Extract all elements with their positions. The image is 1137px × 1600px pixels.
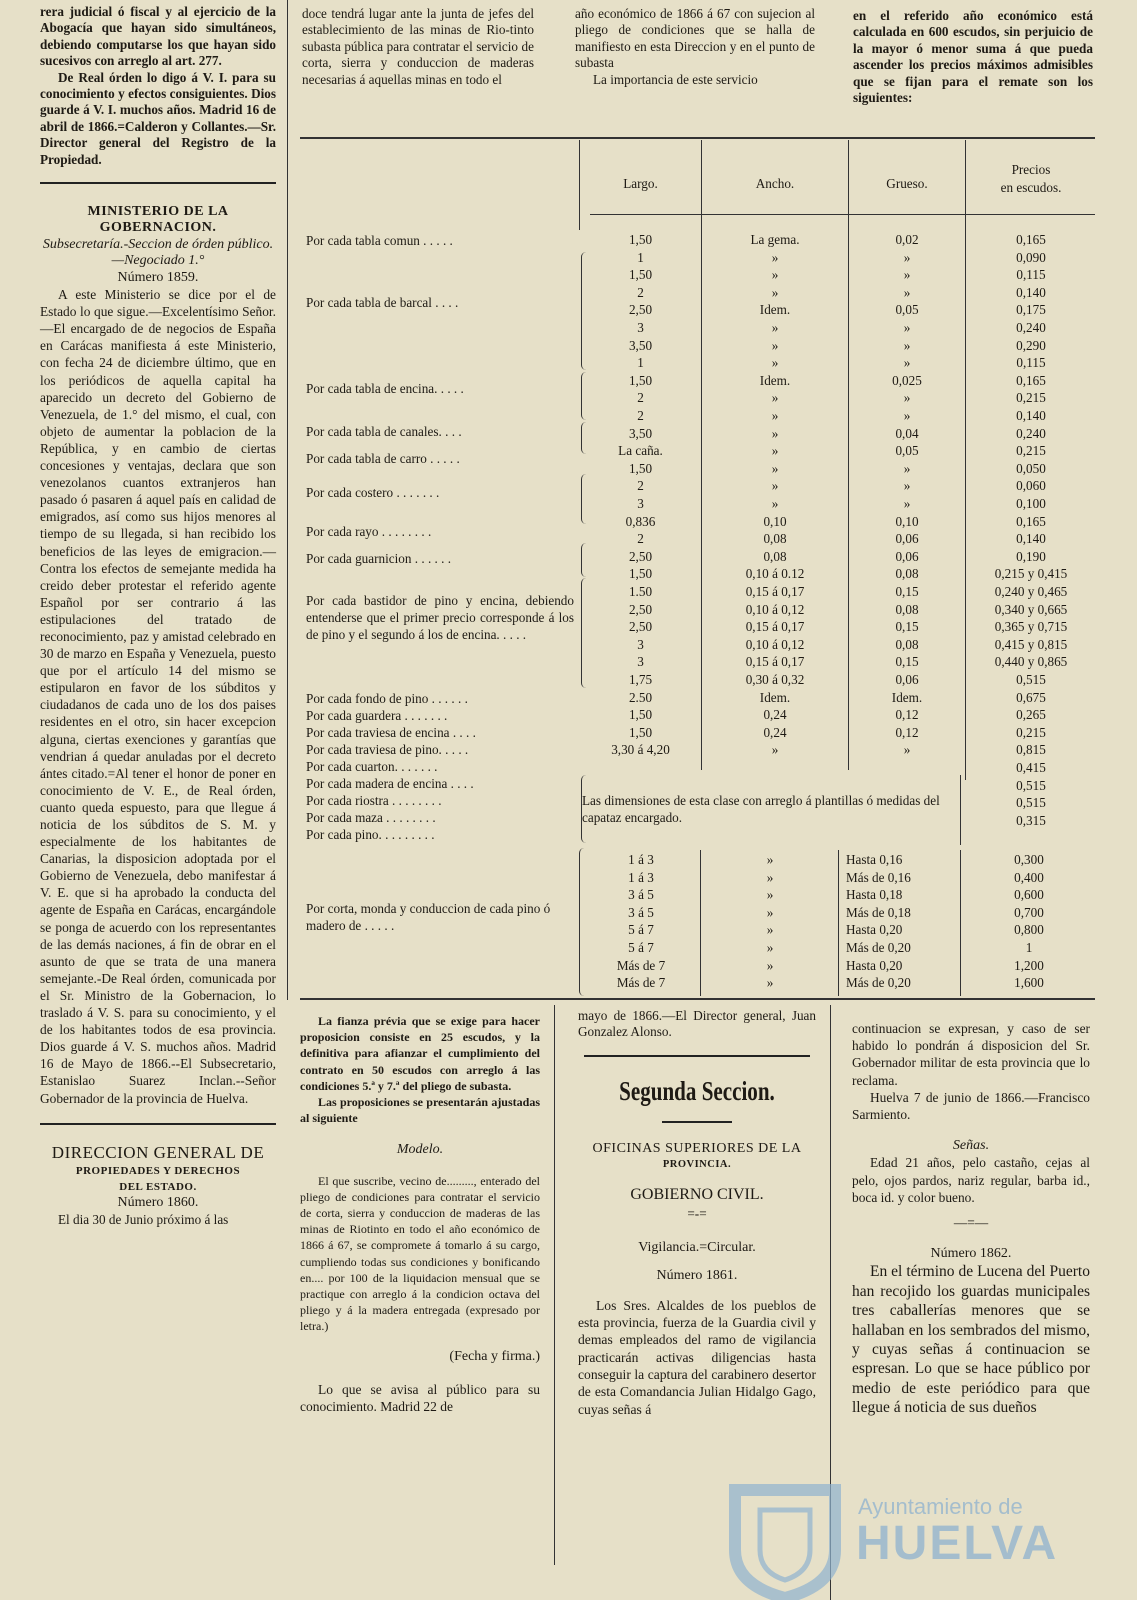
subheading: PROVINCIA. bbox=[662, 1159, 732, 1171]
table-cell: 2,50 bbox=[628, 548, 653, 564]
row-label: Por cada riostra . . . . . . . . bbox=[306, 793, 442, 808]
table-cell: 5 á 7 bbox=[628, 940, 654, 955]
paragraph: En el término de Lucena del Puerto han recojido los guardas municipales tres caballerías menores que se hallaban en los sembrados del mismo, y cuyas señas á continuacion se espresan. Lo que se hace público por medio de este periódico para que llegue á noticia de sus dueños bbox=[852, 1263, 1090, 1417]
table-cell: 1 bbox=[637, 355, 644, 371]
table-cell: 3,50 bbox=[628, 425, 653, 441]
table-cell: 0,30 á 0,32 bbox=[745, 672, 805, 687]
table-cell: 0,240 y 0,465 bbox=[994, 584, 1068, 599]
table-cell: 0,05 bbox=[895, 302, 919, 318]
paragraph: año económico de 1866 á 67 con sujecion al pliego de condiciones que se halla de manifiesto en esta Direccion y en el punto de subasta bbox=[575, 6, 815, 71]
table-cell: » bbox=[771, 408, 779, 423]
senas-heading: Señas. bbox=[952, 1138, 990, 1154]
table-cell: » bbox=[771, 337, 779, 353]
header-grueso: Grueso. bbox=[886, 176, 928, 191]
subheading: Subsecretaría.-Seccion de órden público.—Negociado 1.° bbox=[42, 236, 274, 269]
table-cell: Idem. bbox=[759, 372, 791, 388]
paragraph: Huelva 7 de junio de 1866.—Francisco Sarmiento. bbox=[852, 1089, 1090, 1123]
table-cell: Más de 0,18 bbox=[846, 904, 911, 920]
table-cell: » bbox=[903, 355, 911, 371]
section-title: Segunda Seccion. bbox=[619, 1075, 775, 1106]
table-cell: » bbox=[903, 478, 911, 494]
number-heading: Número 1862. bbox=[930, 1246, 1012, 1262]
table-cell: 2,50 bbox=[628, 302, 653, 318]
table-cell: 3 á 5 bbox=[628, 887, 654, 903]
row-label: Por cada madera de encina . . . . bbox=[306, 776, 474, 791]
row-label: Por cada rayo . . . . . . . . bbox=[306, 524, 432, 539]
table-cell: 0,215 y 0,415 bbox=[994, 566, 1068, 582]
table-cell: 0,15 bbox=[895, 619, 919, 635]
table-cell: 0,10 á 0,12 bbox=[745, 636, 805, 652]
table-cell: » bbox=[771, 742, 779, 758]
paragraph: La fianza prévia que se exige para hacer proposicion consiste en 25 escudos, y la definitiva para afianzar el cumplimiento del contrato en 50 escudos con arreglo á las condiciones 5.ª y 7.ª del pliego de subasta. bbox=[300, 1014, 540, 1093]
section-heading: GOBIERNO CIVIL. bbox=[630, 1185, 764, 1203]
table-cell: 0,240 bbox=[1016, 425, 1046, 441]
table-cell: » bbox=[766, 922, 774, 938]
table-cell: » bbox=[771, 284, 779, 300]
table-cell: 0,100 bbox=[1016, 496, 1046, 511]
table-cell: 0,15 á 0,17 bbox=[745, 584, 805, 599]
paragraph: continuacion se expresan, y caso de ser habido lo pondrán á disposicion del Sr. Gobernador militar de esta provincia que lo reclama. bbox=[852, 1021, 1090, 1088]
table-cell: » bbox=[903, 320, 911, 335]
table-cell: » bbox=[903, 284, 911, 300]
table-cell: » bbox=[771, 320, 779, 335]
row-label: Por cada maza . . . . . . . . bbox=[306, 810, 436, 825]
column-3-top bbox=[575, 6, 815, 88]
table-cell: 0,340 y 0,665 bbox=[994, 601, 1068, 617]
table-cell: 5 á 7 bbox=[628, 922, 654, 938]
table-cell: 0,415 bbox=[1016, 760, 1046, 775]
table-cell: Idem. bbox=[759, 689, 791, 705]
table-cell: 0,365 y 0,715 bbox=[994, 619, 1068, 635]
table-cell: Hasta 0,18 bbox=[846, 887, 903, 903]
table-cell: 0,700 bbox=[1014, 904, 1044, 920]
table-cell: 0,24 bbox=[763, 724, 787, 740]
divider bbox=[584, 1055, 810, 1057]
table-cell: 3 á 5 bbox=[628, 904, 654, 920]
table-cell: 1 á 3 bbox=[628, 869, 654, 885]
table-cell: 0,08 bbox=[763, 548, 787, 564]
table-cell: 0,12 bbox=[895, 724, 919, 740]
table-cell: 0,515 bbox=[1016, 777, 1046, 793]
row-label: Por cada cuarton. . . . . . . bbox=[306, 759, 438, 774]
table-cell: 0,12 bbox=[895, 707, 919, 723]
table-cell: 0,290 bbox=[1016, 337, 1046, 353]
row-label: Por corta, monda y conduccion de cada pino ó madero de . . . . . bbox=[306, 901, 551, 933]
table-cell: 0,060 bbox=[1016, 478, 1046, 494]
table-cell: 0,06 bbox=[895, 672, 919, 687]
row-label: Por cada guardera . . . . . . . bbox=[306, 708, 448, 723]
table-cell: 1,200 bbox=[1014, 957, 1044, 973]
paragraph: El dia 30 de Junio próximo á las bbox=[58, 1211, 229, 1227]
table-cell: 2,50 bbox=[628, 619, 653, 635]
table-cell: 0,165 bbox=[1016, 372, 1046, 388]
table-cell: 0,05 bbox=[895, 443, 919, 459]
paragraph: mayo de 1866.—El Director general, Juan Gonzalez Alonso. bbox=[578, 1008, 816, 1040]
row-label: Por cada guarnicion . . . . . . bbox=[306, 551, 452, 566]
table-cell: 0,140 bbox=[1016, 408, 1046, 423]
table-cell: 0,15 bbox=[895, 584, 919, 599]
table-cell: 2 bbox=[637, 408, 644, 423]
table-bottom-rule bbox=[300, 998, 1095, 1000]
number-heading: Número 1859. bbox=[117, 269, 199, 285]
table-cell: » bbox=[903, 460, 911, 476]
separator: —=— bbox=[953, 1215, 989, 1231]
table-cell: 1,75 bbox=[628, 672, 653, 687]
paragraph: Lo que se avisa al público para su conocimiento. Madrid 22 de bbox=[300, 1381, 540, 1414]
number-heading: Número 1860. bbox=[117, 1195, 199, 1211]
table-cell: 0,025 bbox=[892, 372, 922, 388]
table-cell: 0,165 bbox=[1016, 232, 1046, 247]
table-cell: » bbox=[771, 249, 779, 265]
paragraph: El que suscribe, vecino de........., enterado del pliego de condiciones para contratar el servicio de corta, sierra y conduccion de maderas de las minas de Riotinto en todo el año económico de 1866 á 67, se compromete á tomarlo á su cargo, cumpliendo todas sus condiciones y bonificando en.... por 100 de la liquidacion mensual que se practique con arreglo á la condicion octava del pliego y á la madera entregada (expresado por letra.) bbox=[300, 1173, 540, 1334]
table-cell: 0,440 y 0,865 bbox=[994, 654, 1068, 670]
table-cell: 1.50 bbox=[628, 584, 653, 599]
table-cell: Más de 7 bbox=[616, 975, 666, 991]
paragraph: La importancia de este servicio bbox=[593, 71, 758, 87]
section-heading: OFICINAS SUPERIORES DE LA bbox=[592, 1140, 802, 1156]
table-cell: 1,50 bbox=[628, 566, 653, 582]
table-cell: 3 bbox=[637, 496, 644, 511]
column-divider bbox=[287, 0, 288, 1000]
table-cell: » bbox=[766, 852, 774, 867]
table-cell: 1 bbox=[637, 249, 644, 265]
table-cell: 0,06 bbox=[895, 531, 919, 547]
subheading: PROPIEDADES Y DERECHOS bbox=[75, 1164, 241, 1177]
watermark-line1: Ayuntamiento de bbox=[858, 1494, 1023, 1519]
table-cell: La gema. bbox=[750, 232, 800, 247]
table-cell: » bbox=[771, 443, 779, 459]
divider bbox=[40, 182, 276, 184]
table-cell: 1,50 bbox=[628, 372, 653, 388]
table-cell: 0,240 bbox=[1016, 320, 1046, 335]
table-cell: Idem. bbox=[891, 689, 923, 705]
row-label: Por cada pino. . . . . . . . . bbox=[306, 827, 435, 842]
table-cell: 1,50 bbox=[628, 460, 653, 476]
separator: =-= bbox=[687, 1205, 707, 1221]
huelva-coat-of-arms-logo bbox=[725, 1480, 845, 1600]
table-cell: » bbox=[903, 337, 911, 353]
table-cell: Más de 0,16 bbox=[846, 869, 911, 885]
table-cell: Hasta 0,20 bbox=[846, 922, 903, 938]
table-cell: 0,175 bbox=[1016, 302, 1046, 318]
table-cell: » bbox=[766, 887, 774, 903]
table-cell: 3 bbox=[637, 654, 644, 670]
table-cell: 0,515 bbox=[1016, 672, 1046, 687]
table-cell: 0,050 bbox=[1016, 460, 1046, 476]
table-cell: 0,315 bbox=[1016, 812, 1046, 828]
table-cell: » bbox=[903, 267, 911, 283]
row-label: Por cada bastidor de pino y encina, debiendo entenderse que el primer precio corresponde á los de pino y el segundo á los de encina. . . . . bbox=[306, 593, 574, 642]
table-top-rule bbox=[300, 137, 1095, 139]
table-cell: » bbox=[903, 742, 911, 758]
subheading: Vigilancia.=Circular. bbox=[638, 1240, 756, 1256]
table-cell: Más de 0,20 bbox=[846, 940, 911, 955]
table-cell: 0,10 á 0,12 bbox=[745, 601, 805, 617]
table-cell: 0,415 y 0,815 bbox=[994, 636, 1068, 652]
table-cell: 0,08 bbox=[895, 601, 919, 617]
paragraph: A este Ministerio se dice por el de Estado lo que sigue.—Excelentísimo Señor.—El encargado de de negocios de España en Carácas manifiesta á este Ministerio, con fecha 24 de diciembre último, que en los periódicos de aquella capital ha aparecido un decreto del Gobierno de Venezuela, de 1.° del mismo, el cual, con objeto de aumentar la poblacion de la República, y en cambio de ciertas concesiones y ventajas, declara que son venezolanos cuantos extranjeros han pasado ó pasaren á aquel país en calidad de emigrados, así como sus hijos menores al tiempo de su llegada, si han recibido los beneficios de las leyes de emigracion.—Contra los efectos de semejante medida ha creido deber protestar el referido agente Español por ser contrario á las estipulaciones del tratado de reconocimiento, paz y amistad celebrado en 30 de marzo en España y Venezuela, puesto que por el artículo 14 del mismo se estipularon en favor de los súbditos y ciudadanos de cada uno de los dos paises residentes en el otro, sin hacer excepcion alguna, ciertas exenciones y garantías que vendrian á quedar anuladas por el decreto ántes citado.=Al tener el honor de poner en conocimiento de V. E., de Real órden, cuanto queda espuesto, para que llegue á noticia de los súbditos de S. M. y especialmente de los habitantes de Canarias, la disposicion adoptada por el Gobierno de Venezuela, debo manifestar á V. E. que si ha aprobado la conducta del agente de España en Carácas, encargándole se ponga de acuerdo con los representantes de las demás naciones, á fin de obrar en el asunto de que se trata de una manera semejante.-De Real órden, comunicada por el Sr. Ministro de la Gobernacion, lo traslado á V. S. para su conocimiento, y el de los habitantes todos de esa provincia. Dios guarde á V. S. muchos años. Madrid 16 de Mayo de 1866.--El Subsecretario, Estanislao Suarez Inclan.--Señor Gobernador de la provincia de Huelva. bbox=[40, 287, 276, 1106]
section-heading: DIRECCION GENERAL DE bbox=[51, 1142, 265, 1162]
table-cell: 0,090 bbox=[1016, 249, 1046, 265]
table-cell: 2 bbox=[637, 390, 644, 406]
table-cell: 0,15 bbox=[895, 654, 919, 670]
table-cell: 0,800 bbox=[1014, 922, 1044, 938]
header-rule bbox=[590, 214, 1095, 215]
column-3-bottom bbox=[578, 1008, 816, 1418]
column-2-bottom bbox=[300, 1013, 540, 1415]
table-cell: 0,215 bbox=[1016, 443, 1046, 459]
table-cell: » bbox=[771, 390, 779, 406]
table-cell: 0,10 bbox=[895, 513, 919, 529]
row-label: Por cada fondo de pino . . . . . . bbox=[306, 691, 468, 706]
ornament-rule bbox=[662, 1121, 732, 1123]
row-label: Por cada tabla comun . . . . . bbox=[306, 233, 453, 248]
table-cell: 1,50 bbox=[628, 707, 653, 723]
column-2-top bbox=[302, 6, 534, 88]
modelo-heading: Modelo. bbox=[396, 1142, 444, 1158]
fecha-firma: (Fecha y firma.) bbox=[449, 1348, 540, 1364]
table-cell: 0,300 bbox=[1014, 852, 1044, 867]
row-label: Por cada traviesa de pino. . . . . bbox=[306, 742, 469, 757]
table-cell: Hasta 0,16 bbox=[846, 852, 903, 867]
table-cell: 2 bbox=[637, 531, 644, 547]
table-cell: 1,50 bbox=[628, 232, 653, 247]
header-largo: Largo. bbox=[623, 176, 658, 191]
table-cell: Hasta 0,20 bbox=[846, 957, 903, 973]
table-cell: 0,400 bbox=[1014, 869, 1044, 885]
table-cell: La caña. bbox=[618, 443, 663, 459]
table-cell: 0,15 á 0,17 bbox=[745, 654, 805, 670]
header-escudos: en escudos. bbox=[1000, 180, 1062, 195]
table-cell: 1,50 bbox=[628, 267, 653, 283]
table-cell: » bbox=[903, 496, 911, 511]
paragraph: doce tendrá lugar ante la junta de jefes del establecimiento de las minas de Rio-tinto subasta pública para contratar el servicio de corta, sierra y conduccion de maderas necesarias á aquellas minas en todo el bbox=[302, 6, 534, 87]
table-grid-line bbox=[700, 850, 701, 996]
paragraph: en el referido año económico está calculada en 600 escudos, sin perjuicio de la mayor ó menor suma á que pueda ascender los precios máximos admisibles que se fijan para el remate son los siguientes: bbox=[853, 8, 1093, 106]
table-cell: 2 bbox=[637, 478, 644, 494]
table-cell: » bbox=[771, 425, 779, 441]
number-heading: Número 1861. bbox=[656, 1268, 738, 1284]
table-cell: 0,265 bbox=[1016, 707, 1046, 723]
table-cell: 0,190 bbox=[1016, 548, 1046, 564]
table-cell: 1 bbox=[1025, 940, 1033, 955]
paragraph: De Real órden lo digo á V. I. para su conocimiento y efectos consiguientes. Dios guarde á V. I. muchos años. Madrid 16 de abril de 1866.=Calderon y Collantes.—Sr. Director general del Registro de la Propiedad. bbox=[40, 69, 276, 167]
table-cell: 0,24 bbox=[763, 707, 787, 723]
column-1 bbox=[40, 4, 276, 1228]
table-cell: » bbox=[771, 355, 779, 371]
table-cell: 0,10 bbox=[763, 513, 787, 529]
column-divider bbox=[554, 1005, 555, 1565]
table-cell: 0,08 bbox=[763, 531, 787, 547]
table-cell: 0,10 á 0.12 bbox=[745, 566, 805, 582]
table-cell: 0,140 bbox=[1016, 284, 1046, 300]
table-cell: 0,15 á 0,17 bbox=[745, 619, 805, 635]
paragraph: Edad 21 años, pelo castaño, cejas al pelo, ojos pardos, nariz regular, barba id., boca id. y color bueno. bbox=[852, 1155, 1090, 1205]
table-cell: Idem. bbox=[759, 302, 791, 318]
paragraph: Los Sres. Alcaldes de los pueblos de esta provincia, fuerza de la Guardia civil y demas empleados del ramo de vigilancia practicarán activas diligencias hasta conseguir la captura del carabinero desertor de esta Comandancia Julian Hidalgo Gago, cuyas señas á bbox=[578, 1297, 816, 1417]
table-cell: » bbox=[766, 904, 774, 920]
column-4-top bbox=[853, 8, 1093, 106]
table-cell: 0,04 bbox=[895, 425, 919, 441]
table-cell: 1 á 3 bbox=[628, 852, 654, 867]
table-cell: » bbox=[766, 957, 774, 973]
table-cell: » bbox=[771, 478, 779, 494]
column-4-bottom bbox=[852, 1020, 1090, 1418]
table-cell: » bbox=[903, 408, 911, 423]
divider bbox=[40, 1123, 276, 1125]
row-label: Por cada tabla de canales. . . . bbox=[306, 424, 462, 439]
table-cell: 2 bbox=[637, 284, 644, 300]
table-cell: 0,215 bbox=[1016, 724, 1046, 740]
table-cell: 0,06 bbox=[895, 548, 919, 564]
paragraph: rera judicial ó fiscal y al ejercicio de la Abogacía que hayan sido simultáneos, debiendo computarse los que hayan sido sucesivos con arreglo al art. 277. bbox=[40, 4, 276, 69]
table-cell: 0,165 bbox=[1016, 513, 1046, 529]
paragraph: Las proposiciones se presentarán ajustadas al siguiente bbox=[300, 1095, 540, 1126]
table-cell: 2.50 bbox=[628, 689, 653, 705]
table-cell: 0,600 bbox=[1014, 887, 1044, 903]
table-cell: » bbox=[766, 940, 774, 955]
row-label: Por cada tabla de carro . . . . . bbox=[306, 451, 460, 466]
watermark-line2: HUELVA bbox=[856, 1517, 1059, 1570]
table-cell: 0,515 bbox=[1016, 795, 1046, 811]
table-cell: 3,30 á 4,20 bbox=[611, 742, 670, 758]
table-cell: » bbox=[903, 249, 911, 265]
table-cell: 0,815 bbox=[1016, 742, 1046, 758]
table-cell: » bbox=[766, 975, 774, 991]
row-label: Por cada tabla de barcal . . . . bbox=[306, 295, 459, 310]
header-precios: Precios bbox=[1011, 162, 1051, 177]
table-cell: 0,675 bbox=[1016, 689, 1046, 705]
table-cell: 1,50 bbox=[628, 724, 653, 740]
table-cell: » bbox=[771, 496, 779, 511]
table-cell: 3 bbox=[637, 636, 644, 652]
table-grid-line bbox=[838, 850, 839, 996]
table-cell: » bbox=[903, 390, 911, 406]
table-cell: 3 bbox=[637, 320, 644, 335]
table-cell: 0,115 bbox=[1016, 267, 1046, 283]
header-ancho: Ancho. bbox=[755, 176, 795, 191]
table-cell: » bbox=[771, 267, 779, 283]
table-cell: 0,115 bbox=[1016, 355, 1046, 371]
row-label: Por cada traviesa de encina . . . . bbox=[306, 725, 476, 740]
table-cell: 0,08 bbox=[895, 636, 919, 652]
table-cell: 3,50 bbox=[628, 337, 653, 353]
table-cell: 1,600 bbox=[1014, 975, 1044, 991]
table-cell: 0,140 bbox=[1016, 531, 1046, 547]
row-label: Por cada tabla de encina. . . . . bbox=[306, 381, 464, 396]
table-cell: 0,215 bbox=[1016, 390, 1046, 406]
table-cell: 0,02 bbox=[895, 232, 919, 247]
table-cell: » bbox=[771, 460, 779, 476]
table-cell: Más de 0,20 bbox=[846, 975, 911, 991]
row-label: Por cada costero . . . . . . . bbox=[306, 485, 440, 500]
table-cell: 0,836 bbox=[625, 513, 656, 529]
subheading: DEL ESTADO. bbox=[119, 1181, 197, 1193]
table-cell: 0,08 bbox=[895, 566, 919, 582]
table-note: Las dimensiones de esta clase con arreglo á plantillas ó medidas del capataz encargado. bbox=[582, 793, 940, 825]
table-cell: » bbox=[766, 869, 774, 885]
section-heading: MINISTERIO DE LA GOBERNACION. bbox=[87, 204, 229, 236]
table-cell: 2,50 bbox=[628, 601, 653, 617]
table-cell: Más de 7 bbox=[616, 957, 666, 973]
